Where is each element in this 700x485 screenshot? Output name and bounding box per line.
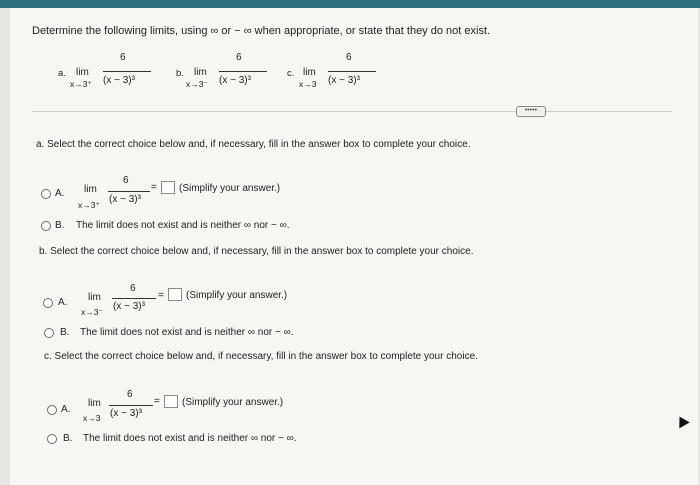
more-options-button[interactable]: ••••• — [516, 106, 546, 117]
part-a-option-b-text: The limit does not exist and is neither ∞ nor − ∞. — [76, 220, 290, 231]
part-c-equals: = — [154, 396, 160, 407]
part-c-fraction-bar — [109, 405, 153, 406]
part-b-answer-box[interactable] — [168, 288, 182, 301]
part-b-equals: = — [158, 290, 164, 301]
part-b-question: b. Select the correct choice below and, if necessary, fill in the answer box to complete your choice. — [39, 246, 474, 257]
problem-b-fraction-bar — [219, 71, 267, 72]
instruction-text: Determine the following limits, using ∞ or − ∞ when appropriate, or state that they do not exist. — [32, 25, 491, 37]
problem-a-lim: lim — [76, 67, 89, 78]
part-b-option-b-text: The limit does not exist and is neither ∞ nor − ∞. — [80, 327, 294, 338]
part-b-hint: (Simplify your answer.) — [186, 290, 288, 301]
problem-b-num: 6 — [236, 52, 242, 63]
problem-b-sub: x→3⁻ — [186, 79, 208, 89]
part-a-option-a-label: A. — [55, 188, 65, 199]
part-a-den: (x − 3)³ — [109, 194, 141, 205]
part-c-option-b-radio[interactable] — [47, 434, 57, 444]
part-c-hint: (Simplify your answer.) — [182, 397, 284, 408]
part-b-lim: lim — [88, 292, 101, 303]
problem-b-den: (x − 3)³ — [219, 75, 251, 86]
part-b-option-a-radio[interactable] — [43, 298, 53, 308]
part-c-option-a-radio[interactable] — [47, 405, 57, 415]
part-c-sub: x→3 — [83, 413, 101, 423]
part-a-option-a-radio[interactable] — [41, 189, 51, 199]
top-bar — [0, 0, 700, 8]
problem-a-fraction-bar — [103, 71, 151, 72]
part-b-option-b-label: B. — [60, 327, 70, 338]
problem-b-letter: b. — [176, 68, 184, 79]
section-divider — [32, 111, 672, 112]
part-a-sub: x→3⁺ — [78, 200, 100, 210]
part-c-option-a-label: A. — [61, 404, 71, 415]
part-c-num: 6 — [127, 389, 133, 400]
part-a-fraction-bar — [108, 191, 150, 192]
part-c-question: c. Select the correct choice below and, if necessary, fill in the answer box to complete your choice. — [44, 351, 478, 362]
part-a-hint: (Simplify your answer.) — [179, 183, 281, 194]
part-a-answer-box[interactable] — [161, 181, 175, 194]
part-a-question: a. Select the correct choice below and, if necessary, fill in the answer box to complete your choice. — [36, 139, 471, 150]
part-a-lim: lim — [84, 184, 97, 195]
problem-a-den: (x − 3)³ — [103, 75, 135, 86]
problem-c-num: 6 — [346, 52, 352, 63]
part-b-num: 6 — [130, 283, 136, 294]
problem-b-lim: lim — [194, 67, 207, 78]
part-b-den: (x − 3)³ — [113, 301, 145, 312]
part-c-option-b-label: B. — [63, 433, 73, 444]
problem-c-sub: x→3 — [299, 79, 317, 89]
part-b-fraction-bar — [112, 298, 156, 299]
problem-a-sub: x→3⁺ — [70, 79, 92, 89]
part-b-option-a-label: A. — [58, 297, 68, 308]
part-c-lim: lim — [88, 398, 101, 409]
problem-c-letter: c. — [287, 68, 295, 79]
part-a-equals: = — [151, 182, 157, 193]
question-panel — [10, 8, 698, 485]
part-c-den: (x − 3)³ — [110, 408, 142, 419]
part-b-option-b-radio[interactable] — [44, 328, 54, 338]
part-c-option-b-text: The limit does not exist and is neither ∞ nor − ∞. — [83, 433, 297, 444]
problem-c-den: (x − 3)³ — [328, 75, 360, 86]
part-c-answer-box[interactable] — [164, 395, 178, 408]
part-a-num: 6 — [123, 175, 129, 186]
problem-a-num: 6 — [120, 52, 126, 63]
problem-c-fraction-bar — [328, 71, 376, 72]
part-a-option-b-label: B. — [55, 220, 65, 231]
part-a-option-b-radio[interactable] — [41, 221, 51, 231]
part-b-sub: x→3⁻ — [81, 307, 103, 317]
problem-a-letter: a. — [58, 68, 66, 79]
problem-c-lim: lim — [303, 67, 316, 78]
